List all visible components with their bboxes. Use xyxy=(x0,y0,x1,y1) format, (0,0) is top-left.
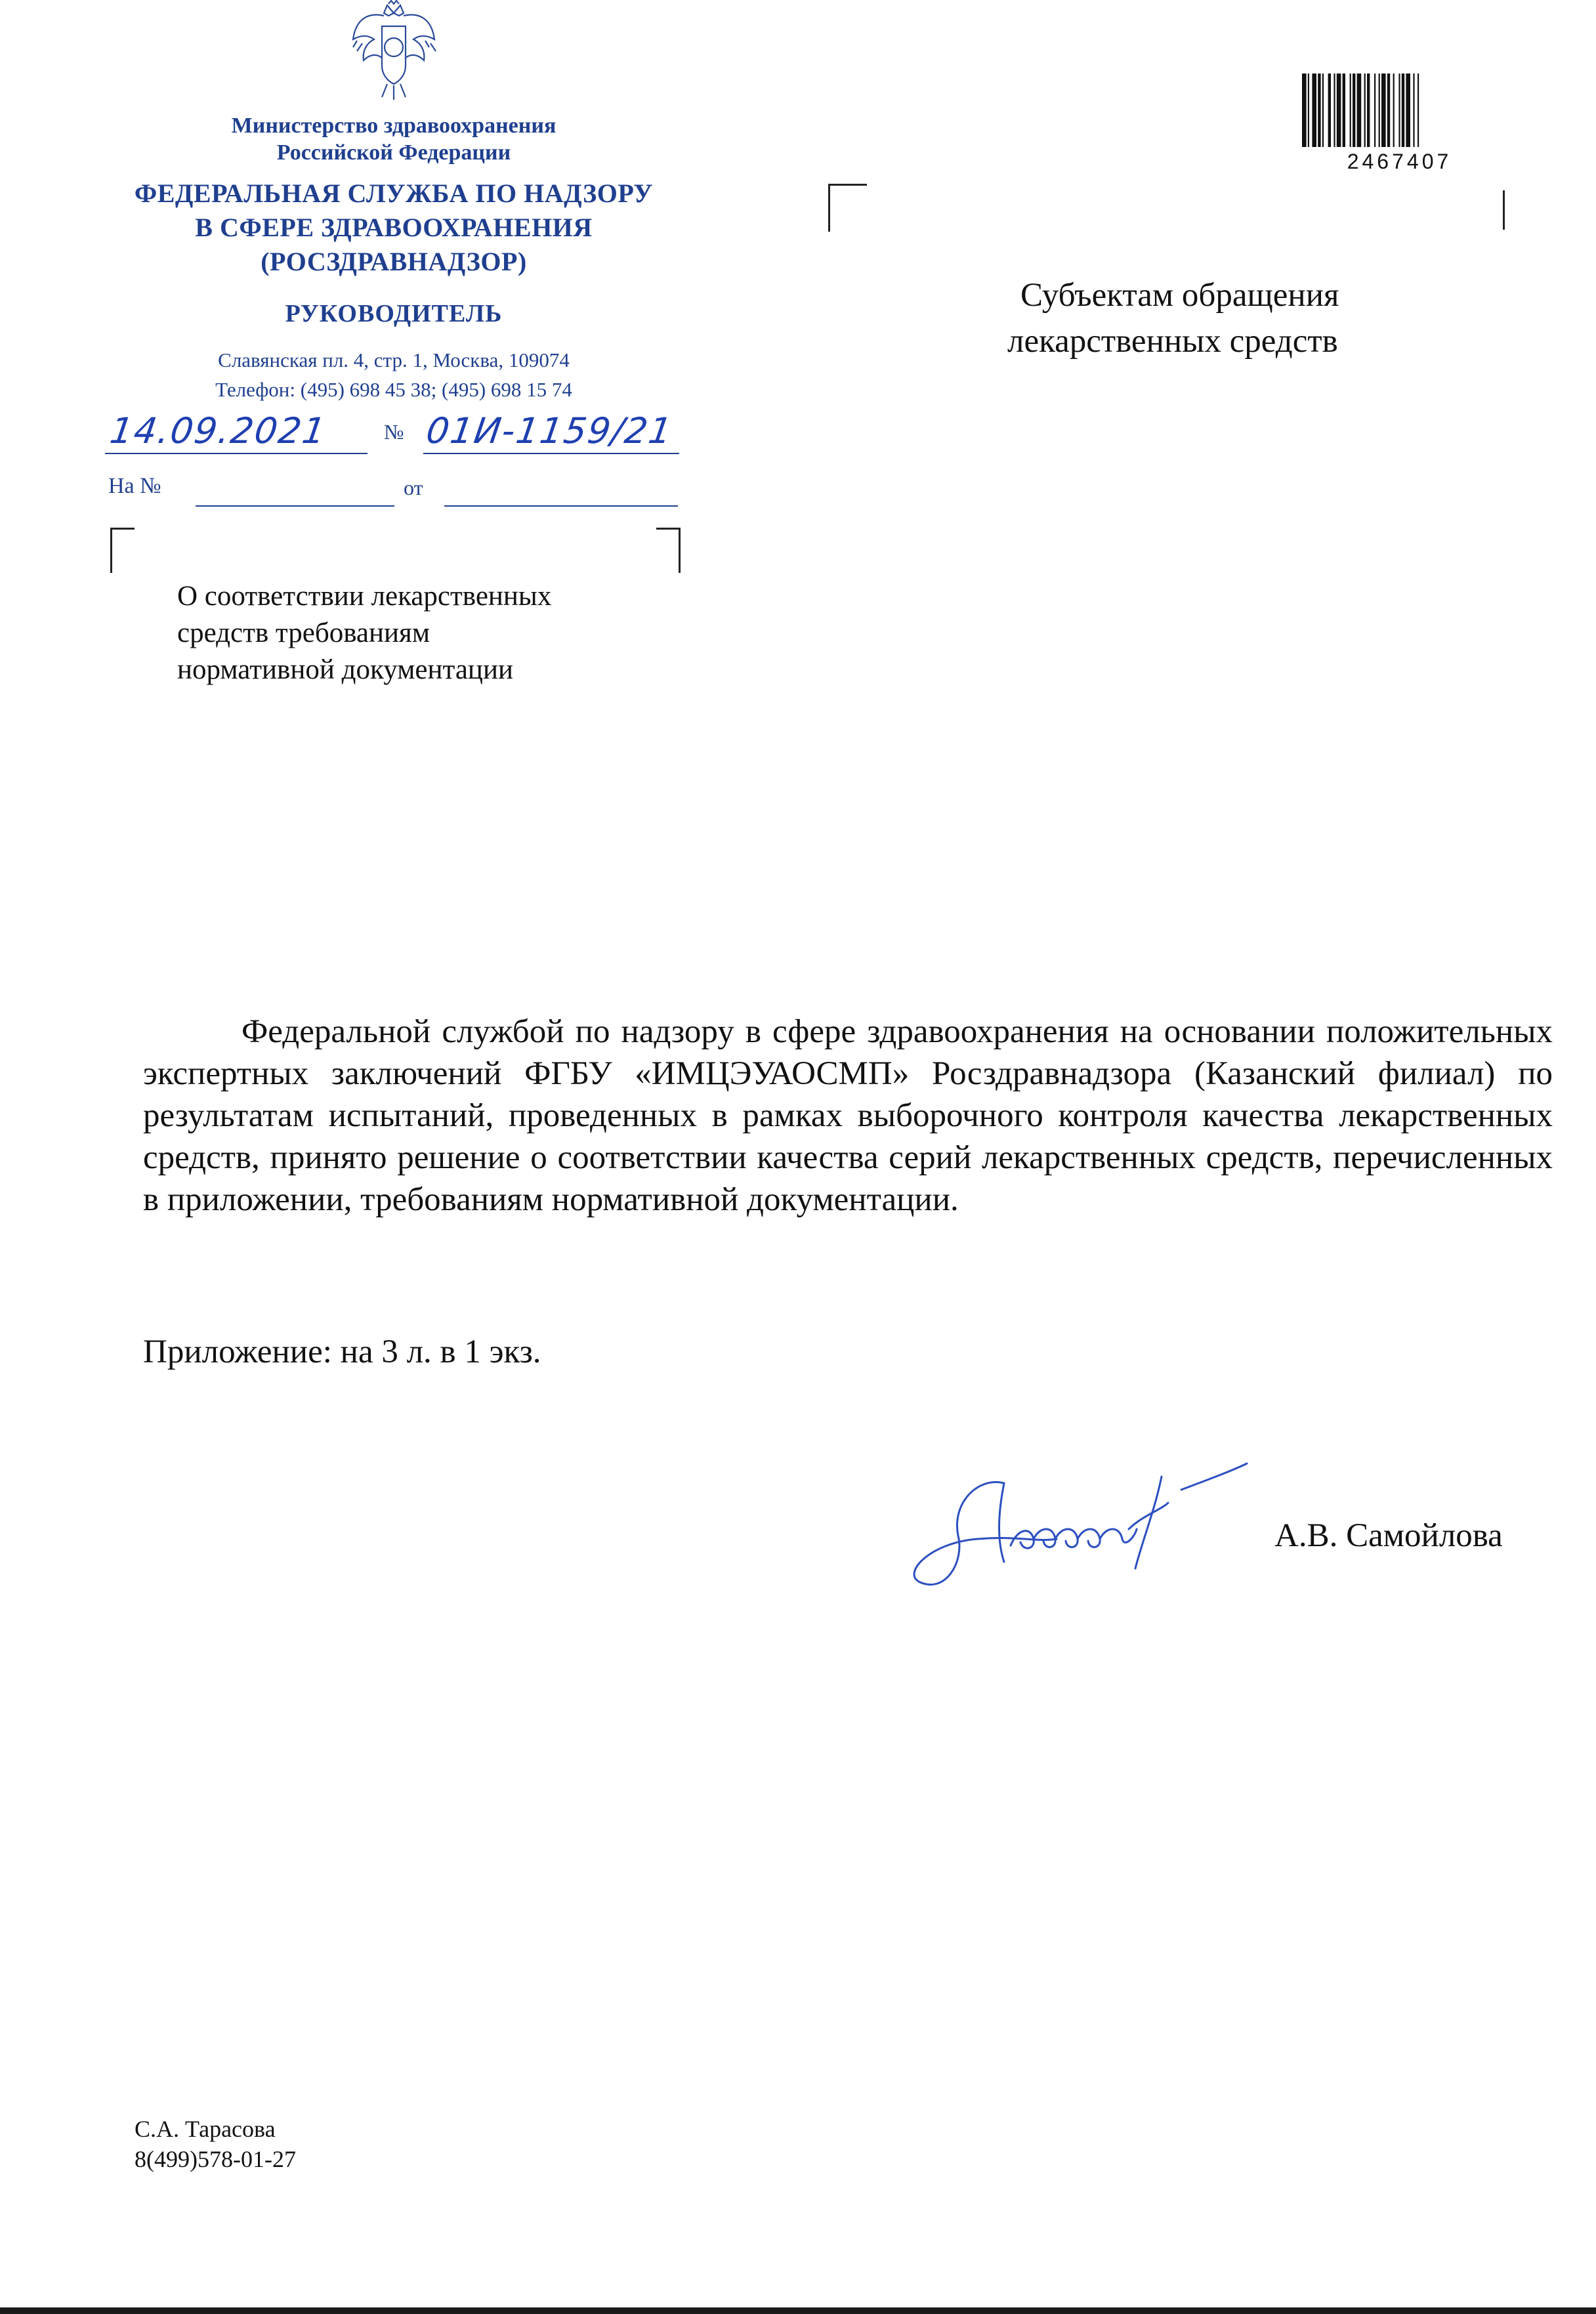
service-name-line2: В СФЕРЕ ЗДРАВООХРАНЕНИЯ xyxy=(195,213,593,242)
barcode-bar xyxy=(1387,74,1390,147)
barcode-bar xyxy=(1379,74,1380,147)
reference-label: На № xyxy=(108,474,161,498)
barcode-bar xyxy=(1413,74,1414,147)
barcode-bar xyxy=(1328,74,1331,147)
barcode-bar xyxy=(1318,74,1320,147)
barcode-bar xyxy=(1381,74,1386,147)
executor-name: С.А. Тарасова xyxy=(135,2116,276,2142)
barcode xyxy=(1299,74,1500,154)
barcode-bar xyxy=(1374,74,1376,147)
addressee-line1: Субъектам обращения xyxy=(1020,277,1339,314)
number-underline xyxy=(423,453,679,454)
attachment-note: Приложение: на 3 л. в 1 экз. xyxy=(143,1334,541,1370)
barcode-bar xyxy=(1343,74,1345,147)
reference-number-field xyxy=(196,505,394,507)
barcode-bar xyxy=(1406,74,1410,147)
barcode-bar xyxy=(1312,74,1316,147)
double-headed-eagle-icon xyxy=(348,0,440,105)
signature-image xyxy=(906,1404,1326,1614)
corner-mark xyxy=(656,528,681,573)
head-title: РУКОВОДИТЕЛЬ xyxy=(285,300,503,327)
ministry-name-line1: Министерство здравоохранения xyxy=(231,114,556,138)
handwritten-date: 14.09.2021 xyxy=(107,410,329,452)
number-sign: № xyxy=(384,420,404,444)
barcode-bar xyxy=(1302,74,1307,147)
barcode-bar xyxy=(1367,74,1370,147)
phone: Телефон: (495) 698 45 38; (495) 698 15 74 xyxy=(215,378,572,401)
service-name-line3: (РОСЗДРАВНАДЗОР) xyxy=(261,247,527,276)
barcode-bar xyxy=(1353,74,1355,147)
scan-edge xyxy=(0,2307,1596,2314)
corner-mark xyxy=(1503,190,1505,230)
barcode-bar xyxy=(1398,74,1400,147)
barcode-bar xyxy=(1322,74,1324,147)
reference-from-label: от xyxy=(404,476,423,499)
barcode-bar xyxy=(1402,74,1404,147)
barcode-bar xyxy=(1364,74,1366,147)
barcode-bar xyxy=(1418,74,1419,147)
barcode-bar xyxy=(1393,74,1395,147)
date-underline xyxy=(105,453,368,454)
reference-date-field xyxy=(444,505,678,507)
barcode-bar xyxy=(1350,74,1351,147)
barcode-bar xyxy=(1337,74,1341,147)
subject-line2: средств требованиям xyxy=(177,618,430,648)
subject-line1: О соответствии лекарственных xyxy=(177,581,552,612)
handwritten-number: 01И-1159/21 xyxy=(423,410,676,452)
signer-name: А.В. Самойлова xyxy=(1274,1517,1503,1554)
barcode-number: 2467407 xyxy=(1347,150,1452,173)
barcode-bar xyxy=(1334,74,1335,147)
addressee-line2: лекарственных средств xyxy=(1007,323,1338,360)
barcode-bar xyxy=(1308,74,1309,147)
address: Славянская пл. 4, стр. 1, Москва, 109074 xyxy=(218,348,570,371)
corner-mark xyxy=(110,528,135,573)
corner-mark xyxy=(828,184,867,232)
service-name-line1: ФЕДЕРАЛЬНАЯ СЛУЖБА ПО НАДЗОРУ xyxy=(134,179,654,208)
ministry-name-line2: Российской Федерации xyxy=(276,140,511,165)
barcode-bar xyxy=(1357,74,1362,147)
body-paragraph: Федеральной службой по надзору в сфере здравоохранения на основании положительных экспертных заключений ФГБУ «ИМЦЭУАОСМП» Росздравнадзора (Казанский филиал) по результатам испытаний, проведенных в рамках выборочного контроля качества лекарственных средств, принято решение о соответствии качества серий лекарственных средств, перечисленных в приложении, требованиям нормативной документации. xyxy=(143,1013,1553,1218)
subject-line3: нормативной документации xyxy=(177,654,513,685)
executor-phone: 8(499)578-01-27 xyxy=(135,2146,296,2172)
